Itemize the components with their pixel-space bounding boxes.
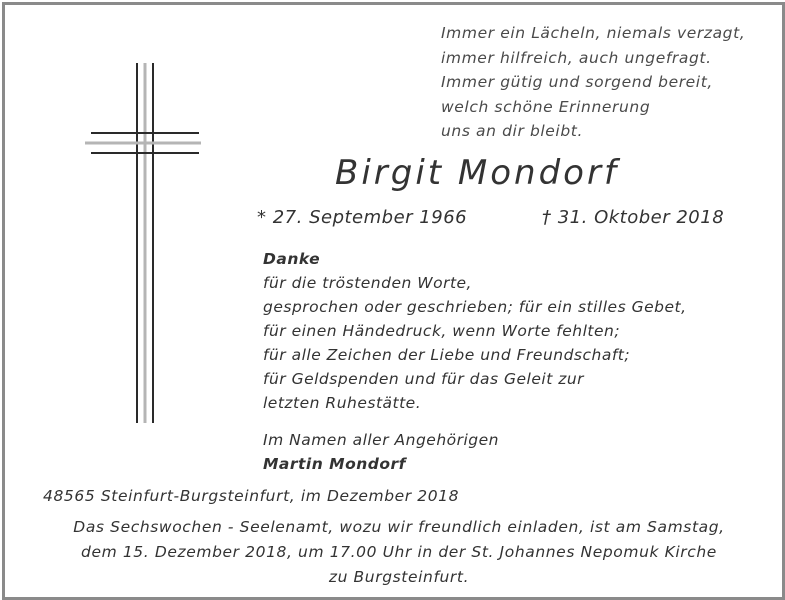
signature-block	[263, 428, 683, 476]
thanks-line: letzten Ruhestätte.	[263, 394, 422, 412]
signature-name: Martin Mondorf	[263, 455, 406, 473]
poem-line: Immer gütig und sorgend bereit,	[441, 73, 713, 91]
thanks-line: für die tröstenden Worte,	[263, 274, 472, 292]
service-notice	[29, 515, 769, 590]
notice-line: dem 15. Dezember 2018, um 17.00 Uhr in der St. Johannes Nepomuk Kirche	[81, 543, 717, 561]
thanks-line: für alle Zeichen der Liebe und Freundschaft;	[263, 346, 631, 364]
poem-line: uns an dir bleibt.	[441, 122, 583, 140]
deceased-name: Birgit Mondorf	[335, 153, 619, 193]
place-date: 48565 Steinfurt-Burgsteinfurt, im Dezember 2018	[43, 487, 460, 505]
notice-line: zu Burgsteinfurt.	[328, 568, 470, 586]
signature-intro: Im Namen aller Angehörigen	[263, 431, 500, 449]
thanks-line: gesprochen oder geschrieben; für ein stilles Gebet,	[263, 298, 687, 316]
obituary-frame	[2, 2, 785, 600]
thanks-line: für einen Händedruck, wenn Worte fehlten;	[263, 322, 621, 340]
thanks-line: für Geldspenden und für das Geleit zur	[263, 370, 585, 388]
birth-date: * 27. September 1966	[257, 207, 468, 228]
cross-icon	[83, 63, 203, 425]
death-date: † 31. Oktober 2018	[542, 207, 725, 228]
poem-line: Immer ein Lächeln, niemals verzagt,	[441, 24, 746, 42]
poem	[441, 21, 781, 144]
life-dates	[257, 207, 777, 235]
poem-line: immer hilfreich, auch ungefragt.	[441, 48, 712, 67]
thanks-lead: Danke	[263, 250, 321, 268]
notice-line: Das Sechswochen - Seelenamt, wozu wir freundlich einladen, ist am Samstag,	[73, 518, 725, 536]
thanks-text	[263, 247, 763, 415]
poem-line: welch schöne Erinnerung	[441, 97, 651, 116]
